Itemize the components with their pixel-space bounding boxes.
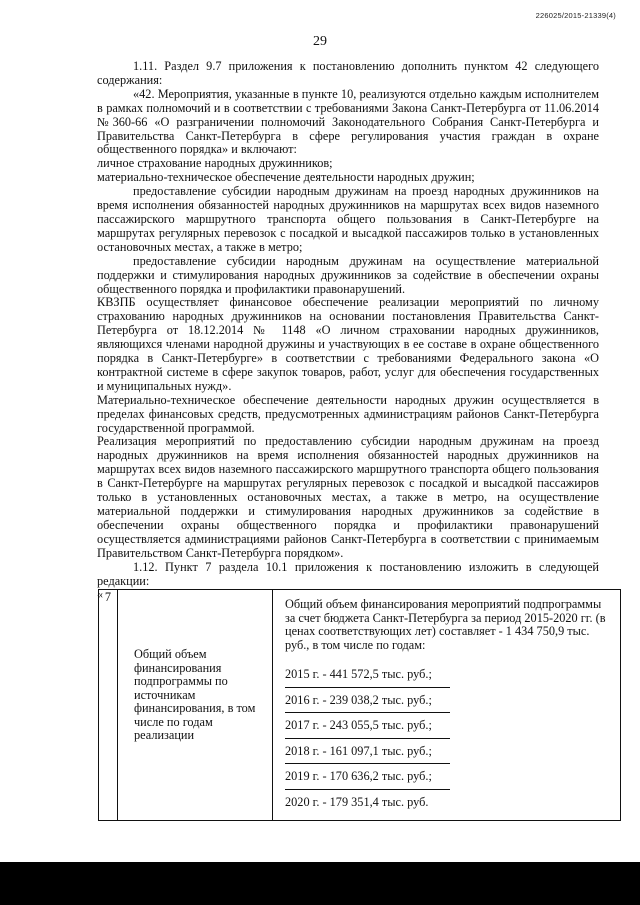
year-line: 2019 г. - 170 636,2 тыс. руб.; <box>285 770 450 790</box>
document-body <box>97 60 599 600</box>
table-row <box>99 590 621 821</box>
paragraph-incentive-subsidy: предоставление субсидии народным дружинам на осуществление материальной поддержки и стимулирования народных дружинников за содействие в обеспечении охраны общественного порядка и профилактики правонарушений. <box>97 253 599 296</box>
year-line: 2017 г. - 243 055,5 тыс. руб.; <box>285 719 450 739</box>
paragraph-material-support: материально-техническое обеспечение деятельности народных дружин; <box>97 170 475 185</box>
year-line: 2016 г. - 239 038,2 тыс. руб.; <box>285 694 450 714</box>
document-id: 226025/2015-21339(4) <box>535 11 616 20</box>
paragraph-1-12: 1.12. Пункт 7 раздела 10.1 приложения к постановлению изложить в следующей редакции: <box>97 559 599 588</box>
year-line: 2020 г. - 179 351,4 тыс. руб. <box>285 794 429 809</box>
scan-footer-band <box>0 862 640 905</box>
financing-summary: Общий объем финансирования мероприятий подпрограммы за счет бюджета Санкт-Петербурга за период 2015-2020 гг. (в ценах соответствующих лет) составляет - 1 434 750,9 тыс. руб., в том числе по годам: <box>285 597 606 652</box>
paragraph-material-provision: Материально-техническое обеспечение деятельности народных дружин осуществляется в пределах финансовых средств, предусмотренных администрациям районов Санкт-Петербурга государственной программой. <box>97 392 599 435</box>
row-number-cell: 7 <box>99 590 118 821</box>
paragraph-travel-subsidy: предоставление субсидии народным дружинам на проезд народных дружинников на время исполнения обязанностей народных дружинников на маршрутах всех видов наземного пассажирского маршрутного транспорта общего пользования в Санкт-Петербурге на маршрутах регулярных перевозок с посадкой и высадкой пассажиров только в установленных остановочных местах, а также в метро; <box>97 184 599 254</box>
page-number: 29 <box>313 34 327 49</box>
year-line: 2015 г. - 441 572,5 тыс. руб.; <box>285 668 450 688</box>
paragraph-insurance: личное страхование народных дружинников; <box>97 156 333 171</box>
opening-quote-mark: « <box>97 587 103 602</box>
row-description-cell <box>273 590 621 821</box>
paragraph-item-42: «42. Мероприятия, указанные в пункте 10, реализуются отдельно каждым исполнителем в рамках полномочий и в соответствии с требованиями Закона Санкт-Петербурга от 11.06.2014 №360-66 «О разграничении полномочий Законодательного Собрания Санкт-Петербурга и Правительства Санкт-Петербурга в сфере регулирования участия граждан в охране общественного порядка» и включают: <box>97 86 599 157</box>
paragraph-1-11: 1.11. Раздел 9.7 приложения к постановлению дополнить пунктом 42 следующего содержания: <box>97 59 599 87</box>
financing-table <box>98 589 621 821</box>
year-line: 2018 г. - 161 097,1 тыс. руб.; <box>285 745 450 765</box>
paragraph-kvzpb: КВЗПБ осуществляет финансовое обеспечение реализации мероприятий по личному страхованию народных дружинников на основании постановления Правительства Санкт-Петербурга от 18.12.2014 № 1148 «О личном страховании народных дружинников, являющихся членами народной дружины и участвующих в ее составе в охране общественного порядка в Санкт-Петербурге» в соответствии с требованиями Федерального закона «О контрактной системе в сфере закупок товаров, работ, услуг для обеспечения государственных и муниципальных нужд». <box>97 295 599 393</box>
row-name-cell: Общий объем финансирования подпрограммы по источникам финансирования, в том числе по годам реализации <box>118 590 273 821</box>
paragraph-implementation: Реализация мероприятий по предоставлению субсидии народным дружинам на проезд народных дружинников на время исполнения обязанностей народных дружинников на маршрутах всех видов наземного пассажирского маршрутного транспорта общего пользования в Санкт-Петербурге на маршрутах регулярных перевозок с посадкой и высадкой пассажиров только в установленных остановочных местах, а также в метро, на осуществление материальной поддержки и стимулирования народных дружинников за содействие в обеспечении охраны общественного порядка и профилактики правонарушений осуществляется администрациями районов Санкт-Петербурга в соответствии с принимаемым Правительством Санкт-Петербурга порядком». <box>97 434 599 560</box>
